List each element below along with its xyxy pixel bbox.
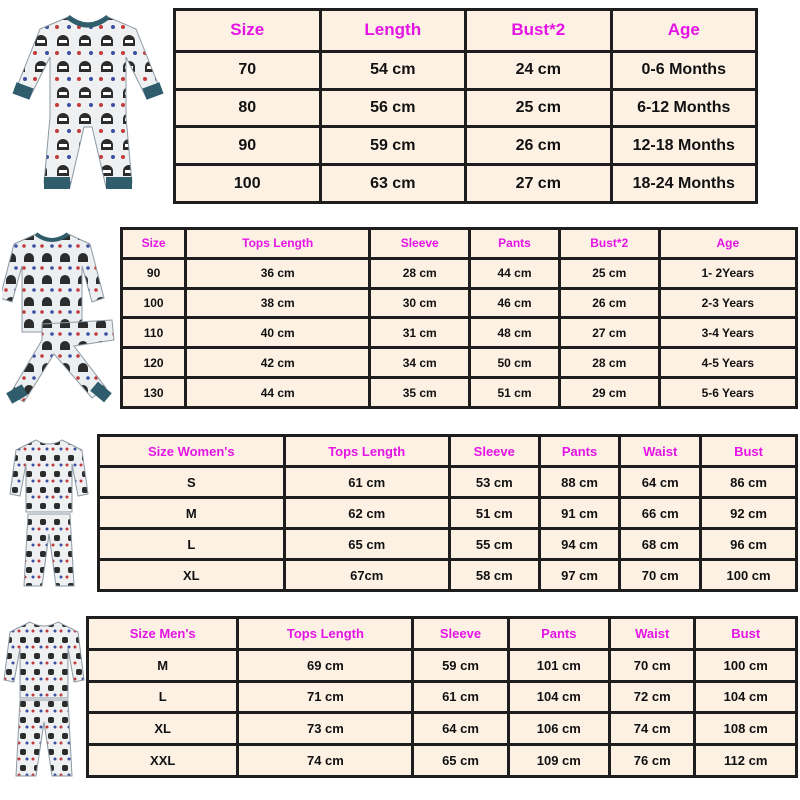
table-cell: 110 (123, 319, 184, 346)
womens-pajama-size-chart (97, 434, 798, 592)
table-cell: 90 (123, 260, 184, 287)
table-cell: 106 cm (510, 714, 609, 743)
header-cell: Tops Length (286, 437, 448, 465)
table-header-row (176, 11, 755, 50)
header-cell: Bust*2 (467, 11, 610, 50)
table-row (100, 530, 795, 558)
table-cell: 36 cm (187, 260, 368, 287)
table-cell: 31 cm (371, 319, 468, 346)
table-cell: 44 cm (187, 379, 368, 406)
table-cell: 12-18 Months (613, 128, 756, 163)
table-cell: 91 cm (541, 499, 619, 527)
table-header-row (89, 619, 795, 648)
table-cell: 27 cm (467, 166, 610, 201)
table-cell: 38 cm (187, 290, 368, 317)
header-cell: Length (322, 11, 465, 50)
table-cell: 5-6 Years (661, 379, 795, 406)
table-cell: 72 cm (611, 683, 693, 712)
header-cell: Waist (621, 437, 699, 465)
table-row (89, 714, 795, 743)
header-cell: Sleeve (451, 437, 538, 465)
table-cell: 101 cm (510, 651, 609, 680)
table-cell: L (100, 530, 283, 558)
table-cell: 44 cm (471, 260, 558, 287)
table-row (123, 319, 795, 346)
header-cell: Waist (611, 619, 693, 648)
table-cell: 2-3 Years (661, 290, 795, 317)
table-header-row (100, 437, 795, 465)
table-cell: 76 cm (611, 746, 693, 775)
table-row (176, 166, 755, 201)
header-cell: Tops Length (187, 230, 368, 257)
table-header-row (123, 230, 795, 257)
table-cell: 40 cm (187, 319, 368, 346)
table-cell: 54 cm (322, 53, 465, 88)
table-cell: 74 cm (611, 714, 693, 743)
table-row (176, 91, 755, 126)
header-cell: Tops Length (239, 619, 411, 648)
table-cell: 63 cm (322, 166, 465, 201)
table-cell: L (89, 683, 236, 712)
table-cell: 42 cm (187, 349, 368, 376)
table-cell: 59 cm (322, 128, 465, 163)
table-cell: 50 cm (471, 349, 558, 376)
table-cell: 35 cm (371, 379, 468, 406)
table-row (123, 349, 795, 376)
table-row (89, 746, 795, 775)
table-row (100, 468, 795, 496)
table-cell: 28 cm (561, 349, 658, 376)
table-cell: 3-4 Years (661, 319, 795, 346)
table-cell: 51 cm (451, 499, 538, 527)
table-cell: 29 cm (561, 379, 658, 406)
table-cell: 92 cm (702, 499, 795, 527)
table-cell: 108 cm (696, 714, 795, 743)
table-cell: 71 cm (239, 683, 411, 712)
kids-pajama-set-image (2, 228, 118, 406)
header-cell: Sleeve (371, 230, 468, 257)
table-cell: 100 (176, 166, 319, 201)
table-cell: 109 cm (510, 746, 609, 775)
table-cell: 90 (176, 128, 319, 163)
table-cell: 70 cm (621, 561, 699, 589)
table-row (100, 561, 795, 589)
table-cell: 25 cm (467, 91, 610, 126)
table-cell: 68 cm (621, 530, 699, 558)
header-cell: Bust (702, 437, 795, 465)
table-row (100, 499, 795, 527)
table-cell: 104 cm (696, 683, 795, 712)
table-cell: 104 cm (510, 683, 609, 712)
table-cell: 4-5 Years (661, 349, 795, 376)
header-cell: Pants (541, 437, 619, 465)
table-cell: 73 cm (239, 714, 411, 743)
table-cell: 48 cm (471, 319, 558, 346)
table-cell: 67cm (286, 561, 448, 589)
table-cell: 24 cm (467, 53, 610, 88)
mens-pajama-size-chart (86, 616, 798, 778)
header-cell: Size Women's (100, 437, 283, 465)
table-cell: 97 cm (541, 561, 619, 589)
table-cell: 100 cm (702, 561, 795, 589)
womens-pajama-set-image (8, 436, 90, 594)
table-cell: 70 cm (611, 651, 693, 680)
table-cell: 64 cm (414, 714, 506, 743)
table-cell: 69 cm (239, 651, 411, 680)
mens-pajama-set-image (2, 618, 86, 784)
table-row (123, 379, 795, 406)
table-row (89, 651, 795, 680)
table-cell: 74 cm (239, 746, 411, 775)
table-cell: 64 cm (621, 468, 699, 496)
table-row (123, 260, 795, 287)
table-cell: M (100, 499, 283, 527)
table-cell: 61 cm (414, 683, 506, 712)
table-cell: XXL (89, 746, 236, 775)
table-row (176, 128, 755, 163)
table-cell: 70 (176, 53, 319, 88)
table-cell: 112 cm (696, 746, 795, 775)
table-cell: 88 cm (541, 468, 619, 496)
table-cell: 58 cm (451, 561, 538, 589)
table-cell: 26 cm (561, 290, 658, 317)
table-cell: 66 cm (621, 499, 699, 527)
table-cell: 59 cm (414, 651, 506, 680)
table-cell: 46 cm (471, 290, 558, 317)
table-cell: 61 cm (286, 468, 448, 496)
table-cell: S (100, 468, 283, 496)
table-cell: 34 cm (371, 349, 468, 376)
table-cell: 6-12 Months (613, 91, 756, 126)
table-cell: 96 cm (702, 530, 795, 558)
table-cell: 62 cm (286, 499, 448, 527)
table-row (123, 290, 795, 317)
header-cell: Pants (471, 230, 558, 257)
header-cell: Pants (510, 619, 609, 648)
table-cell: M (89, 651, 236, 680)
header-cell: Age (613, 11, 756, 50)
table-cell: 51 cm (471, 379, 558, 406)
table-cell: XL (100, 561, 283, 589)
header-cell: Bust (696, 619, 795, 648)
baby-romper-image (8, 5, 168, 200)
table-cell: 30 cm (371, 290, 468, 317)
table-cell: 100 (123, 290, 184, 317)
baby-romper-size-chart (173, 8, 758, 204)
table-cell: 65 cm (286, 530, 448, 558)
table-cell: 18-24 Months (613, 166, 756, 201)
table-cell: 80 (176, 91, 319, 126)
table-cell: 120 (123, 349, 184, 376)
header-cell: Size Men's (89, 619, 236, 648)
header-cell: Size (123, 230, 184, 257)
table-cell: 1- 2Years (661, 260, 795, 287)
kids-pajama-size-chart (120, 227, 798, 409)
table-row (176, 53, 755, 88)
header-cell: Age (661, 230, 795, 257)
table-cell: 100 cm (696, 651, 795, 680)
table-cell: 86 cm (702, 468, 795, 496)
header-cell: Size (176, 11, 319, 50)
table-cell: 25 cm (561, 260, 658, 287)
table-cell: 0-6 Months (613, 53, 756, 88)
table-cell: XL (89, 714, 236, 743)
table-cell: 55 cm (451, 530, 538, 558)
table-cell: 130 (123, 379, 184, 406)
table-cell: 26 cm (467, 128, 610, 163)
table-row (89, 683, 795, 712)
table-cell: 65 cm (414, 746, 506, 775)
header-cell: Bust*2 (561, 230, 658, 257)
table-cell: 94 cm (541, 530, 619, 558)
table-cell: 53 cm (451, 468, 538, 496)
table-cell: 28 cm (371, 260, 468, 287)
table-cell: 27 cm (561, 319, 658, 346)
header-cell: Sleeve (414, 619, 506, 648)
table-cell: 56 cm (322, 91, 465, 126)
